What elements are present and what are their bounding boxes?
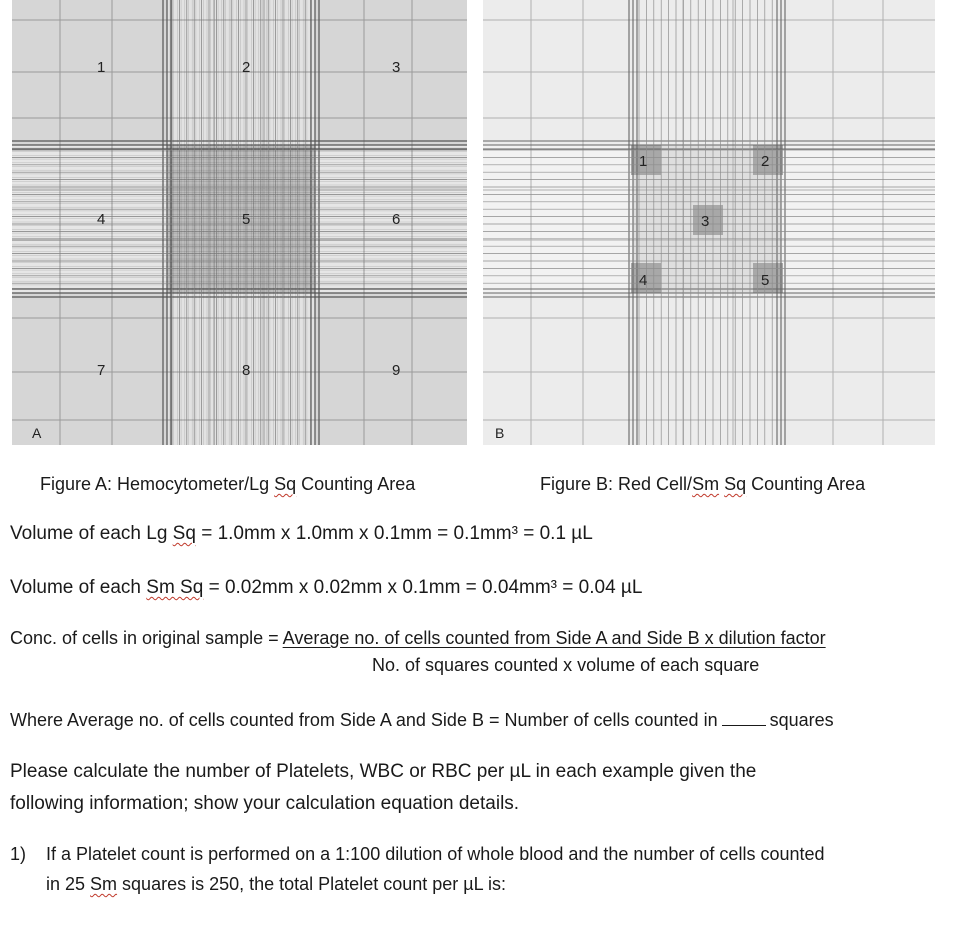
instruction-line1: Please calculate the number of Platelets, WBC or RBC per µL in each example given the [10, 761, 757, 782]
figure-b-red-cell-area [483, 0, 935, 445]
caption-a-tail: Counting Area [296, 474, 416, 494]
caption-b-tail: Counting Area [746, 474, 866, 494]
figure-a-square-label: 7 [97, 362, 106, 379]
volume-lg-label: Volume of each Lg [10, 523, 173, 544]
figure-a-hemocytometer [12, 0, 467, 445]
conc-formula-numerator-line [10, 628, 826, 649]
instruction [10, 756, 756, 820]
volume-lg-value: = 1.0mm x 1.0mm x 0.1mm = 0.1mm³ = 0.1 µL [195, 523, 593, 544]
conc-numerator: Average no. of cells counted from Side A and Side B x dilution factor [282, 628, 826, 648]
question-1-number: 1) [10, 844, 27, 864]
caption-a-text: Figure A: Hemocytometer/Lg [40, 474, 275, 494]
figure-a-square-label: 6 [392, 211, 401, 228]
question-1-line2 [46, 869, 825, 899]
figure-b-letter: B [495, 425, 505, 441]
volume-sm-label: Volume of each [10, 577, 147, 598]
figure-b-grid [483, 0, 935, 445]
volume-small-square [10, 577, 642, 599]
figure-b-square-label: 1 [639, 153, 648, 170]
volume-sm-value: = 0.02mm x 0.02mm x 0.1mm = 0.04mm³ = 0.04 µL [203, 577, 643, 598]
figure-a-square-label: 3 [392, 59, 401, 76]
volume-sm-sq: Sm Sq [146, 577, 204, 598]
question-1 [10, 839, 825, 899]
question-1-line1: If a Platelet count is performed on a 1:100 dilution of whole blood and the number of cells counted [46, 844, 825, 864]
conc-label: Conc. of cells in original sample = [10, 628, 283, 648]
instruction-line2: following information; show your calculation equation details. [10, 793, 520, 814]
figure-a-grid [12, 0, 467, 445]
where-line [10, 709, 834, 731]
figure-b-caption [540, 474, 865, 495]
caption-b-text: Figure B: Red Cell/ [540, 474, 693, 494]
figure-a-square-label: 8 [242, 362, 251, 379]
figure-a-square-label: 2 [242, 59, 251, 76]
figure-a-square-label: 4 [97, 211, 106, 228]
question-1-pre: in 25 [46, 874, 91, 894]
figure-a-square-label: 9 [392, 362, 401, 379]
figure-a-caption [40, 474, 415, 495]
figure-b-square-label: 3 [701, 213, 710, 230]
figure-a-square-label: 5 [242, 211, 251, 228]
volume-large-square [10, 523, 593, 545]
question-1-sm: Sm [90, 874, 118, 894]
where-text: Where Average no. of cells counted from Side A and Side B = Number of cells counted in [10, 710, 718, 730]
question-1-post: squares is 250, the total Platelet count per µL is: [117, 874, 506, 894]
conc-denominator: No. of squares counted x volume of each square [372, 655, 760, 675]
figure-a-letter: A [32, 425, 42, 441]
where-post: squares [769, 710, 834, 730]
figure-a-center-square [167, 145, 315, 293]
where-blank[interactable] [722, 709, 766, 726]
caption-a-sq: Sq [274, 474, 297, 494]
figure-b-square-label: 2 [761, 153, 770, 170]
figure-b-square-label: 5 [761, 272, 770, 289]
caption-b-sq: Sq [724, 474, 747, 494]
figure-b-square-label: 4 [639, 272, 648, 289]
caption-b-sm: Sm [692, 474, 720, 494]
figure-a-square-label: 1 [97, 59, 106, 76]
volume-lg-sq: Sq [172, 523, 196, 544]
